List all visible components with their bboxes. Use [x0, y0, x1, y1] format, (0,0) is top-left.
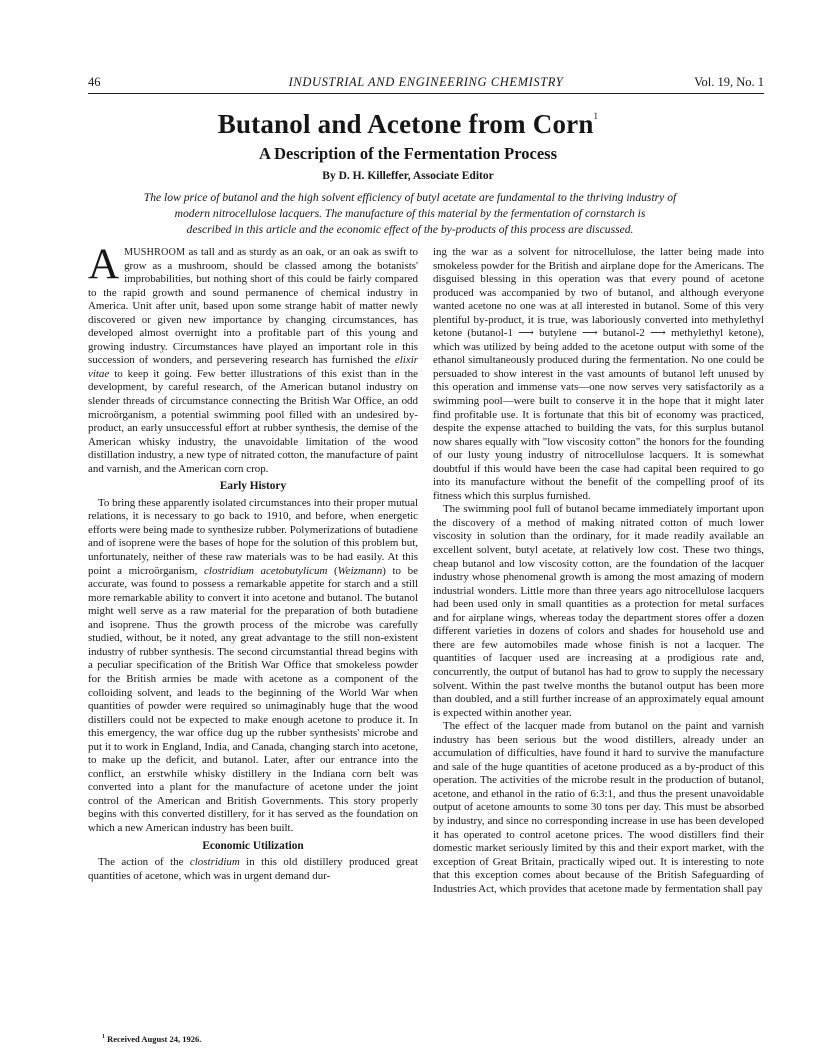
- drop-cap: A: [88, 241, 120, 288]
- paragraph-text: (: [327, 564, 338, 577]
- abstract-line: modern nitrocellulose lacquers. The manufacture of this material by the fermentation of cornstarch is: [174, 207, 646, 220]
- paragraph: [88, 856, 418, 883]
- section-heading-economic-utilization: Economic Utilization: [202, 839, 304, 852]
- paragraph: [88, 497, 418, 836]
- opening-caps: MUSHROOM: [124, 247, 186, 258]
- abstract-line: described in this article and the economic effect of the by-products of this process are discussed.: [186, 223, 634, 236]
- article-title-text: Butanol and Acetone from Corn: [217, 109, 594, 139]
- paragraph-text: To bring these apparently isolated circumstances into their proper mutual relations, it is necessary to go back to 1910, and before, when energetic efforts were being made to synthesize rubber. Polymerizations of butadiene and of isoprene were the bases of hope for the solution of this problem but, unfortunately, neither of these raw materials was to be had easily. At this point a microörganism,: [88, 496, 418, 577]
- title-footnote-mark: 1: [593, 111, 599, 121]
- paragraph-text: The action of the: [98, 856, 190, 869]
- paragraph: The swimming pool full of butanol became immediately important upon the discovery of a method of making nitrated cotton of much lower viscosity in solution than the ordinary, for it made readily available an excellent solvent, butyl acetate, at relatively low cost. These two things, cheap butanol and low viscosity cotton, are the foundation of the lacquer industry whose phenomenal growth is among the most amazing of modern industrial wonders. Little more than three years ago nitrocellulose lacquers had been used only in small quantities as a protection for metal surfaces and for airplane wings, whereas today the department stores offer a dozen different varieties in dozens of colors and shades for household use and there are few automobiles made whose finish is not a lacquer. The quantities of lacquer used are increasing at a prodigious rate and, concurrently, the output of butanol has had to grow to supply the necessary solvent. Within the past twelve months the butanol output has been more than doubled, and a still further increase of an approximately equal amount is expected within another year.: [433, 503, 764, 719]
- article-subtitle: A Description of the Fermentation Process: [258, 144, 557, 163]
- journal-name: INDUSTRIAL AND ENGINEERING CHEMISTRY: [288, 75, 564, 89]
- left-column: [88, 241, 419, 883]
- volume-issue: Vol. 19, No. 1: [694, 75, 764, 89]
- abstract: [92, 190, 728, 238]
- italic-term: clostridium acetobutylicum: [204, 564, 328, 577]
- paragraph: The effect of the lacquer made from butanol on the paint and varnish industry has been serious but the wood distillers, already under an accumulation of difficulties, have found it hard to survive the manufacture and sale of the huge quantities of acetone produced as a by-product of this operation. The activities of the microbe result in the production of butanol, acetone, and ethanol in the ratio of 6:3:1, and thus the present unavoidable output of acetone amounts to some 30 tons per day. This must be absorbed by industry, and since no corresponding increase in use has been developed it has operated to control acetone prices. The wood distillers find their domestic market seriously limited by this and their export market, with the exception of Great Britain, practically wiped out. It is interesting to note that this exception comes about because of the British Safeguarding of Industries Act, which provides that acetone made by fermentation shall pay: [433, 720, 764, 895]
- footnote-mark: 1: [102, 1034, 105, 1041]
- paragraph-text: ) to be accurate, was found to possess a remarkable appetite for starch and a still more remarkable ability to convert it into acetone and butanol. The butanol might well serve as a raw material for the preparation of both butadiene and isoprene. Thus the growth process of the microbe was carefully studied, without, be it noted, any great advantage to the still non-existent industry of rubber synthesis. The second circumstantial thread begins with a peculiar specification of the British War Office that smokeless powder for the British armies be made with acetone as a component of the colloiding solvent, and leads to the beginning of the World War when quantities of powder were required so unimaginably huge that the wood distillers could not be expected to make enough acetone to produce it. In this emergency, the war office dug up the rubber synthesists' microbe and put it to work in England, India, and Canada, changing starch into acetone, to make up the deficit, and butanol. Later, after our entrance into the conflict, an erstwhile whisky distillery in the Indiana corn belt was converted into a plant for the manufacture of acetone under the joint control of the American and British Governments. This story properly begins with this converted distillery, for it has served as the foundation on which a new American industry has been built.: [88, 564, 418, 834]
- article-title: [0, 109, 816, 140]
- paragraph-text: as tall and as sturdy as an oak, or an oak as swift to grow as a mushroom, should be classed among the botanists' improbabilities, but nothing short of this could be fairly compared to the rapid growth and sound permanence of chemical industry in America. Unit after unit, based upon some strange habit of matter newly discovered or given new importance by changing circumstances, has developed almost overnight into a profitable part of this young and growing industry. Circumstances have played an important role in this succession of wonders, and persevering research has furnished the: [88, 246, 418, 367]
- paragraph-text: in this old distillery produced great quantities of acetone, which was in urgent demand dur-: [88, 856, 419, 882]
- italic-term: clostridium: [189, 856, 240, 869]
- page-number: 46: [88, 75, 101, 89]
- header-rule: [88, 93, 764, 94]
- right-column: [433, 246, 764, 896]
- abstract-line: The low price of butanol and the high solvent efficiency of butyl acetate are fundamental to the thriving industry of: [143, 191, 677, 204]
- paragraph: ing the war as a solvent for nitrocellulose, the latter being made into smokeless powder for the British and airplane dope for the Americans. The disguised blessing in this operation was that every pound of acetone produced was accompanied by two of butanol, and although everyone wanted acetone no one was at all interested in butanol. Some of this very plentiful by-product, it is true, was laboriously converted into methylethyl ketone (butanol-1 ⟶ butylene ⟶ butanol-2 ⟶ methylethyl ketone), which was utilized by being added to the acetone output with some of the ethanol simultaneously produced during the fermentation. No one could be persuaded to show interest in the vast amounts of butanol left unused by this operation and immense vats—one now serves very satisfactorily as a swimming pool—were built to conserve it in the hope that it might later find profitable use. It is fortunate that this bit of economy was practiced, despite the expense attached to building the vats, for this surplus butanol now shares equally with "low viscosity cotton" the honors for the founding of our lusty young industry of nitrocellulose lacquers. It is somewhat doubtful if this would have been the case had capital been required to go into its manufacture without the benefit of the compelling proof of its fitness which this surplus furnished.: [433, 246, 764, 502]
- paragraph-text: to keep it going. Few better illustrations of this exist than in the development, by careful research, of the American butanol industry on slender threads of circumstance connecting the British War Office, an odd microörganism, a potential swimming pool filled with an undesired by-product, an early unsuccessful effort at rubber synthesis, the demise of the American whisky industry, the unavoidable limitation of the wood distillation industry, a new type of nitrated cotton, the manufacture of paint and varnish, and the American corn crop.: [88, 367, 418, 475]
- running-header: [88, 75, 764, 91]
- italic-term: elixir vitae: [88, 354, 418, 380]
- intro-paragraph: [88, 241, 418, 476]
- footnote: [102, 1034, 201, 1044]
- italic-term: Weizmann: [337, 564, 383, 577]
- footnote-text: Received August 24, 1926.: [105, 1034, 202, 1044]
- byline: By D. H. Killeffer, Associate Editor: [322, 170, 494, 182]
- section-heading-early-history: Early History: [219, 480, 287, 493]
